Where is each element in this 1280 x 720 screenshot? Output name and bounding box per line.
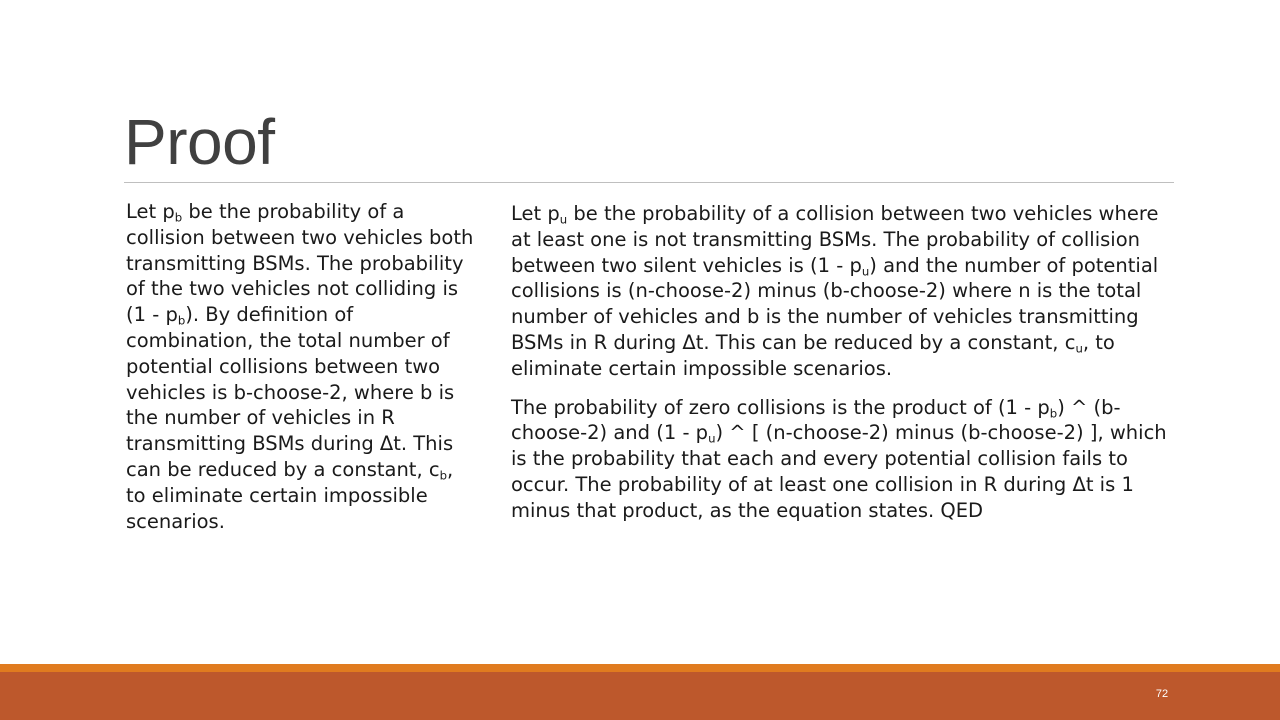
footer-accent-line [0,664,1280,672]
footer-bar [0,672,1280,720]
right-p1-text-1: Let p [511,202,560,225]
left-sub-1: b [174,210,183,225]
page-number: 72 [1155,688,1169,700]
slide-title: Proof [124,106,275,178]
right-p1-sub-3: u [1075,341,1083,356]
right-p1-sub-2: u [861,264,870,279]
right-p1-text-4: , to eliminate certain impossible scenarios. [511,330,1115,380]
left-text-3: ). By definition of combination, the total number of potential collisions between two vehicles is b-choose-2, where b is the number of vehicles in R transmitting BSMs during Δt. This can be reduced by a constant, c [126,303,455,481]
right-p1-text-3: ) and the number of potential collisions is (n-choose-2) minus (b-choose-2) where n is the total number of vehicles and b is the number of vehicles transmitting BSMs in R during Δt. This can be reduced by a constant, c [511,253,1159,354]
right-p1-text-2: be the probability of a collision between two vehicles where at least one is not transmitting BSMs. The probability of collision between two silent vehicles is (1 - p [511,202,1159,277]
right-p2-sub-1: b [1049,406,1058,421]
left-column [126,199,476,534]
right-p1-sub-1: u [559,212,568,227]
left-text-2: be the probability of a collision between two vehicles both transmitting BSMs. The probability of the two vehicles not colliding is (1 - p [126,200,474,327]
right-p2-text-2: ) ^ (b-choose-2) and (1 - p [511,395,1121,445]
title-divider [124,182,1174,183]
right-column [511,201,1171,524]
left-sub-2: b [177,313,186,328]
left-text-1: Let p [126,200,175,223]
right-p2-sub-2: u [708,431,716,446]
right-paragraph-1 [511,201,1171,382]
right-paragraph-2 [511,395,1171,524]
left-text-4: , to eliminate certain impossible scenarios. [126,457,454,533]
left-sub-3: b [439,468,447,483]
right-p2-text-3: ) ^ [ (n-choose-2) minus (b-choose-2) ], which is the probability that each and every potential collision fails to occur. The probability of at least one collision in R during Δt is 1 minus that product, as the equation states. QED [511,421,1167,522]
left-paragraph [126,199,476,534]
right-p2-text-1: The probability of zero collisions is the product of (1 - p [511,395,1050,419]
